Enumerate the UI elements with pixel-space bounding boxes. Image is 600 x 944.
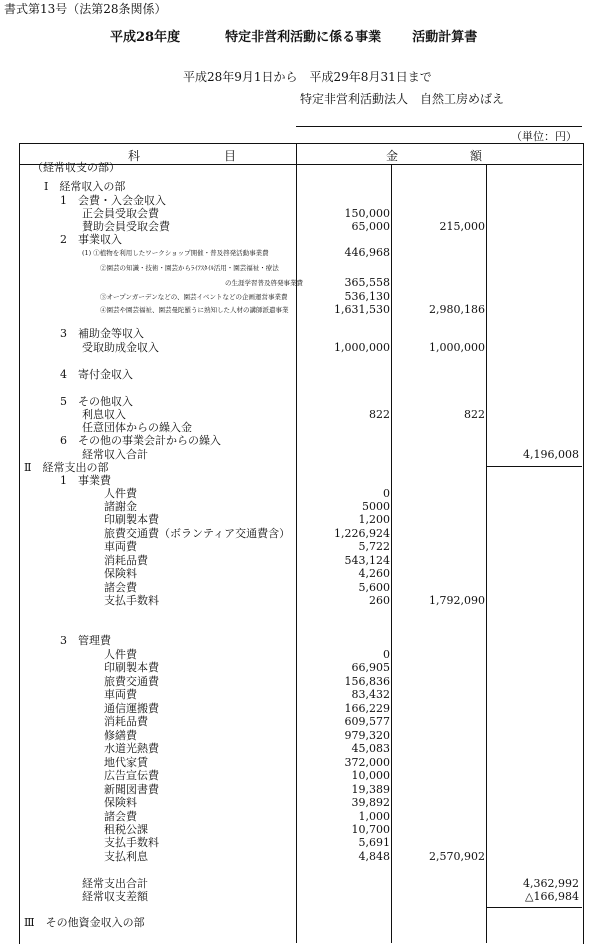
- amount-c1: 4,260: [358, 567, 390, 580]
- row-label: 修繕費: [104, 729, 137, 742]
- row-label: Ⅰ 経常収入の部: [44, 180, 126, 193]
- balance-rule: [486, 907, 582, 908]
- unit-label: （単位：円）: [511, 130, 577, 143]
- row-label: 4 寄付金収入: [60, 368, 133, 381]
- amount-c1: 543,124: [344, 554, 390, 567]
- row-label: 諸謝金: [104, 500, 137, 513]
- amount-c1: 83,432: [351, 688, 390, 701]
- amount-c1: 5,600: [358, 581, 390, 594]
- row-label: 6 その他の事業会計からの繰入: [60, 434, 221, 447]
- amount-c1: 1,226,924: [334, 527, 390, 540]
- header-rule: [296, 126, 582, 127]
- amount-c1: 822: [369, 408, 390, 421]
- row-label: 受取助成金収入: [82, 341, 159, 354]
- row-label: 保険料: [104, 796, 137, 809]
- business-name: 特定非営利活動に係る事業: [225, 30, 382, 45]
- amount-c1: 446,968: [344, 246, 390, 259]
- row-label: 保険料: [104, 567, 137, 580]
- row-label: 通信運搬費: [104, 702, 159, 715]
- row-label: 支払利息: [104, 850, 148, 863]
- row-label: 新聞図書費: [104, 783, 159, 796]
- amount-c1: 260: [369, 594, 390, 607]
- amount-c2: 1,000,000: [429, 341, 485, 354]
- document-title: [110, 26, 477, 45]
- period: 平成28年9月1日から 平成29年8月31日まで: [183, 70, 432, 84]
- amount-c1: 4,848: [358, 850, 390, 863]
- row-label: 諸会費: [104, 581, 137, 594]
- amount-c1: 150,000: [344, 207, 390, 220]
- amount-c1: 0: [383, 487, 390, 500]
- row-label: 経常支出合計: [82, 877, 148, 890]
- column-divider-1: [296, 143, 297, 943]
- amount-c2: 1,792,090: [429, 594, 485, 607]
- amount-c1: 156,836: [344, 675, 390, 688]
- amount-c2: 215,000: [439, 220, 485, 233]
- organization-name: 特定非営利活動法人 自然工房めばえ: [300, 92, 505, 106]
- amount-c1: 609,577: [344, 715, 390, 728]
- row-label: ④園芸や園芸福祉、園芸曼陀羅うに熟知した人材の講師派遣事業: [100, 306, 289, 314]
- amount-c1: 5,722: [358, 540, 390, 553]
- row-label: 3 管理費: [60, 634, 111, 647]
- amount-c1: 65,000: [351, 220, 390, 233]
- amount-c1: 19,389: [351, 783, 390, 796]
- row-label: 支払手数料: [104, 594, 159, 607]
- row-label: 2 事業収入: [60, 233, 122, 246]
- amount-c1: 10,700: [351, 823, 390, 836]
- row-label: 印刷製本費: [104, 513, 159, 526]
- row-label: 1 会費・入会金収入: [60, 194, 166, 207]
- amount-c3: 4,362,992: [523, 877, 579, 890]
- row-label: 利息収入: [82, 408, 126, 421]
- row-label: 経常収入合計: [82, 448, 148, 461]
- row-label: 諸会費: [104, 810, 137, 823]
- amount-c1: 1,200: [358, 513, 390, 526]
- form-number: 書式第13号（法第28条関係）: [4, 2, 167, 16]
- amount-c1: 39,892: [351, 796, 390, 809]
- row-label: 人件費: [104, 487, 137, 500]
- amount-c1: 66,905: [351, 661, 390, 674]
- statement-name: 活動計算書: [412, 30, 478, 45]
- amount-c1: 166,229: [344, 702, 390, 715]
- row-label: (1) ①植物を利用したワークショップ開催・普及啓発活動事業費: [82, 249, 269, 257]
- amount-c1: 5,691: [358, 836, 390, 849]
- column-divider-3: [486, 164, 487, 943]
- amount-c1: 0: [383, 648, 390, 661]
- amount-c1: 45,083: [351, 742, 390, 755]
- amount-c2: 2,570,902: [429, 850, 485, 863]
- row-label: Ⅲ その他資金収入の部: [24, 916, 145, 929]
- amount-c1: 536,130: [344, 290, 390, 303]
- amount-c2: 822: [464, 408, 485, 421]
- row-label: Ⅱ 経常支出の部: [24, 461, 109, 474]
- amount-c1: 979,320: [344, 729, 390, 742]
- amount-c1: 5000: [362, 500, 390, 513]
- amount-c2: 2,980,186: [429, 303, 485, 316]
- amount-c3: △166,984: [525, 890, 579, 903]
- amount-c1: 10,000: [351, 769, 390, 782]
- amount-c1: 365,558: [344, 276, 390, 289]
- row-label: 任意団体からの繰入金: [82, 421, 192, 434]
- row-label: ②園芸の知識・技術・園芸からﾗｲﾌｽﾀｲﾙ活用・園芸福祉・療法: [100, 264, 279, 272]
- amount-c3: 4,196,008: [523, 448, 579, 461]
- row-label: 消耗品費: [104, 554, 148, 567]
- row-label: 車両費: [104, 540, 137, 553]
- fiscal-year: 平成28年度: [110, 30, 181, 45]
- row-label: ③オープンガーデンなどの、園芸イベントなどの企画運営事業費: [100, 293, 288, 301]
- row-label: 1 事業費: [60, 474, 111, 487]
- row-label: 印刷製本費: [104, 661, 159, 674]
- row-label: 旅費交通費: [104, 675, 159, 688]
- row-label: （経常収支の部）: [32, 161, 120, 174]
- row-label: 消耗品費: [104, 715, 148, 728]
- row-label: 賛助会員受取会費: [82, 220, 170, 233]
- column-divider-2: [391, 164, 392, 943]
- row-label: 広告宣伝費: [104, 769, 159, 782]
- row-label: 経常収支差額: [82, 890, 148, 903]
- row-label: 3 補助金等収入: [60, 327, 144, 340]
- row-label: 正会員受取会費: [82, 207, 159, 220]
- row-label: 人件費: [104, 648, 137, 661]
- row-label: 租税公課: [104, 823, 148, 836]
- amount-c1: 1,631,530: [334, 303, 390, 316]
- row-label: の生涯学習普及啓発事業費: [225, 279, 303, 287]
- amount-c1: 1,000,000: [334, 341, 390, 354]
- row-label: 支払手数料: [104, 836, 159, 849]
- amount-c1: 372,000: [344, 756, 390, 769]
- row-label: 車両費: [104, 688, 137, 701]
- row-label: 水道光熱費: [104, 742, 159, 755]
- row-label: 地代家賃: [104, 756, 148, 769]
- row-label: 旅費交通費（ボランティア交通費含）: [104, 527, 291, 540]
- header-item: 科 目: [128, 149, 237, 163]
- income-total-rule: [486, 466, 582, 467]
- header-amount: 金 額: [386, 149, 483, 163]
- amount-c1: 1,000: [358, 810, 390, 823]
- row-label: 5 その他収入: [60, 395, 133, 408]
